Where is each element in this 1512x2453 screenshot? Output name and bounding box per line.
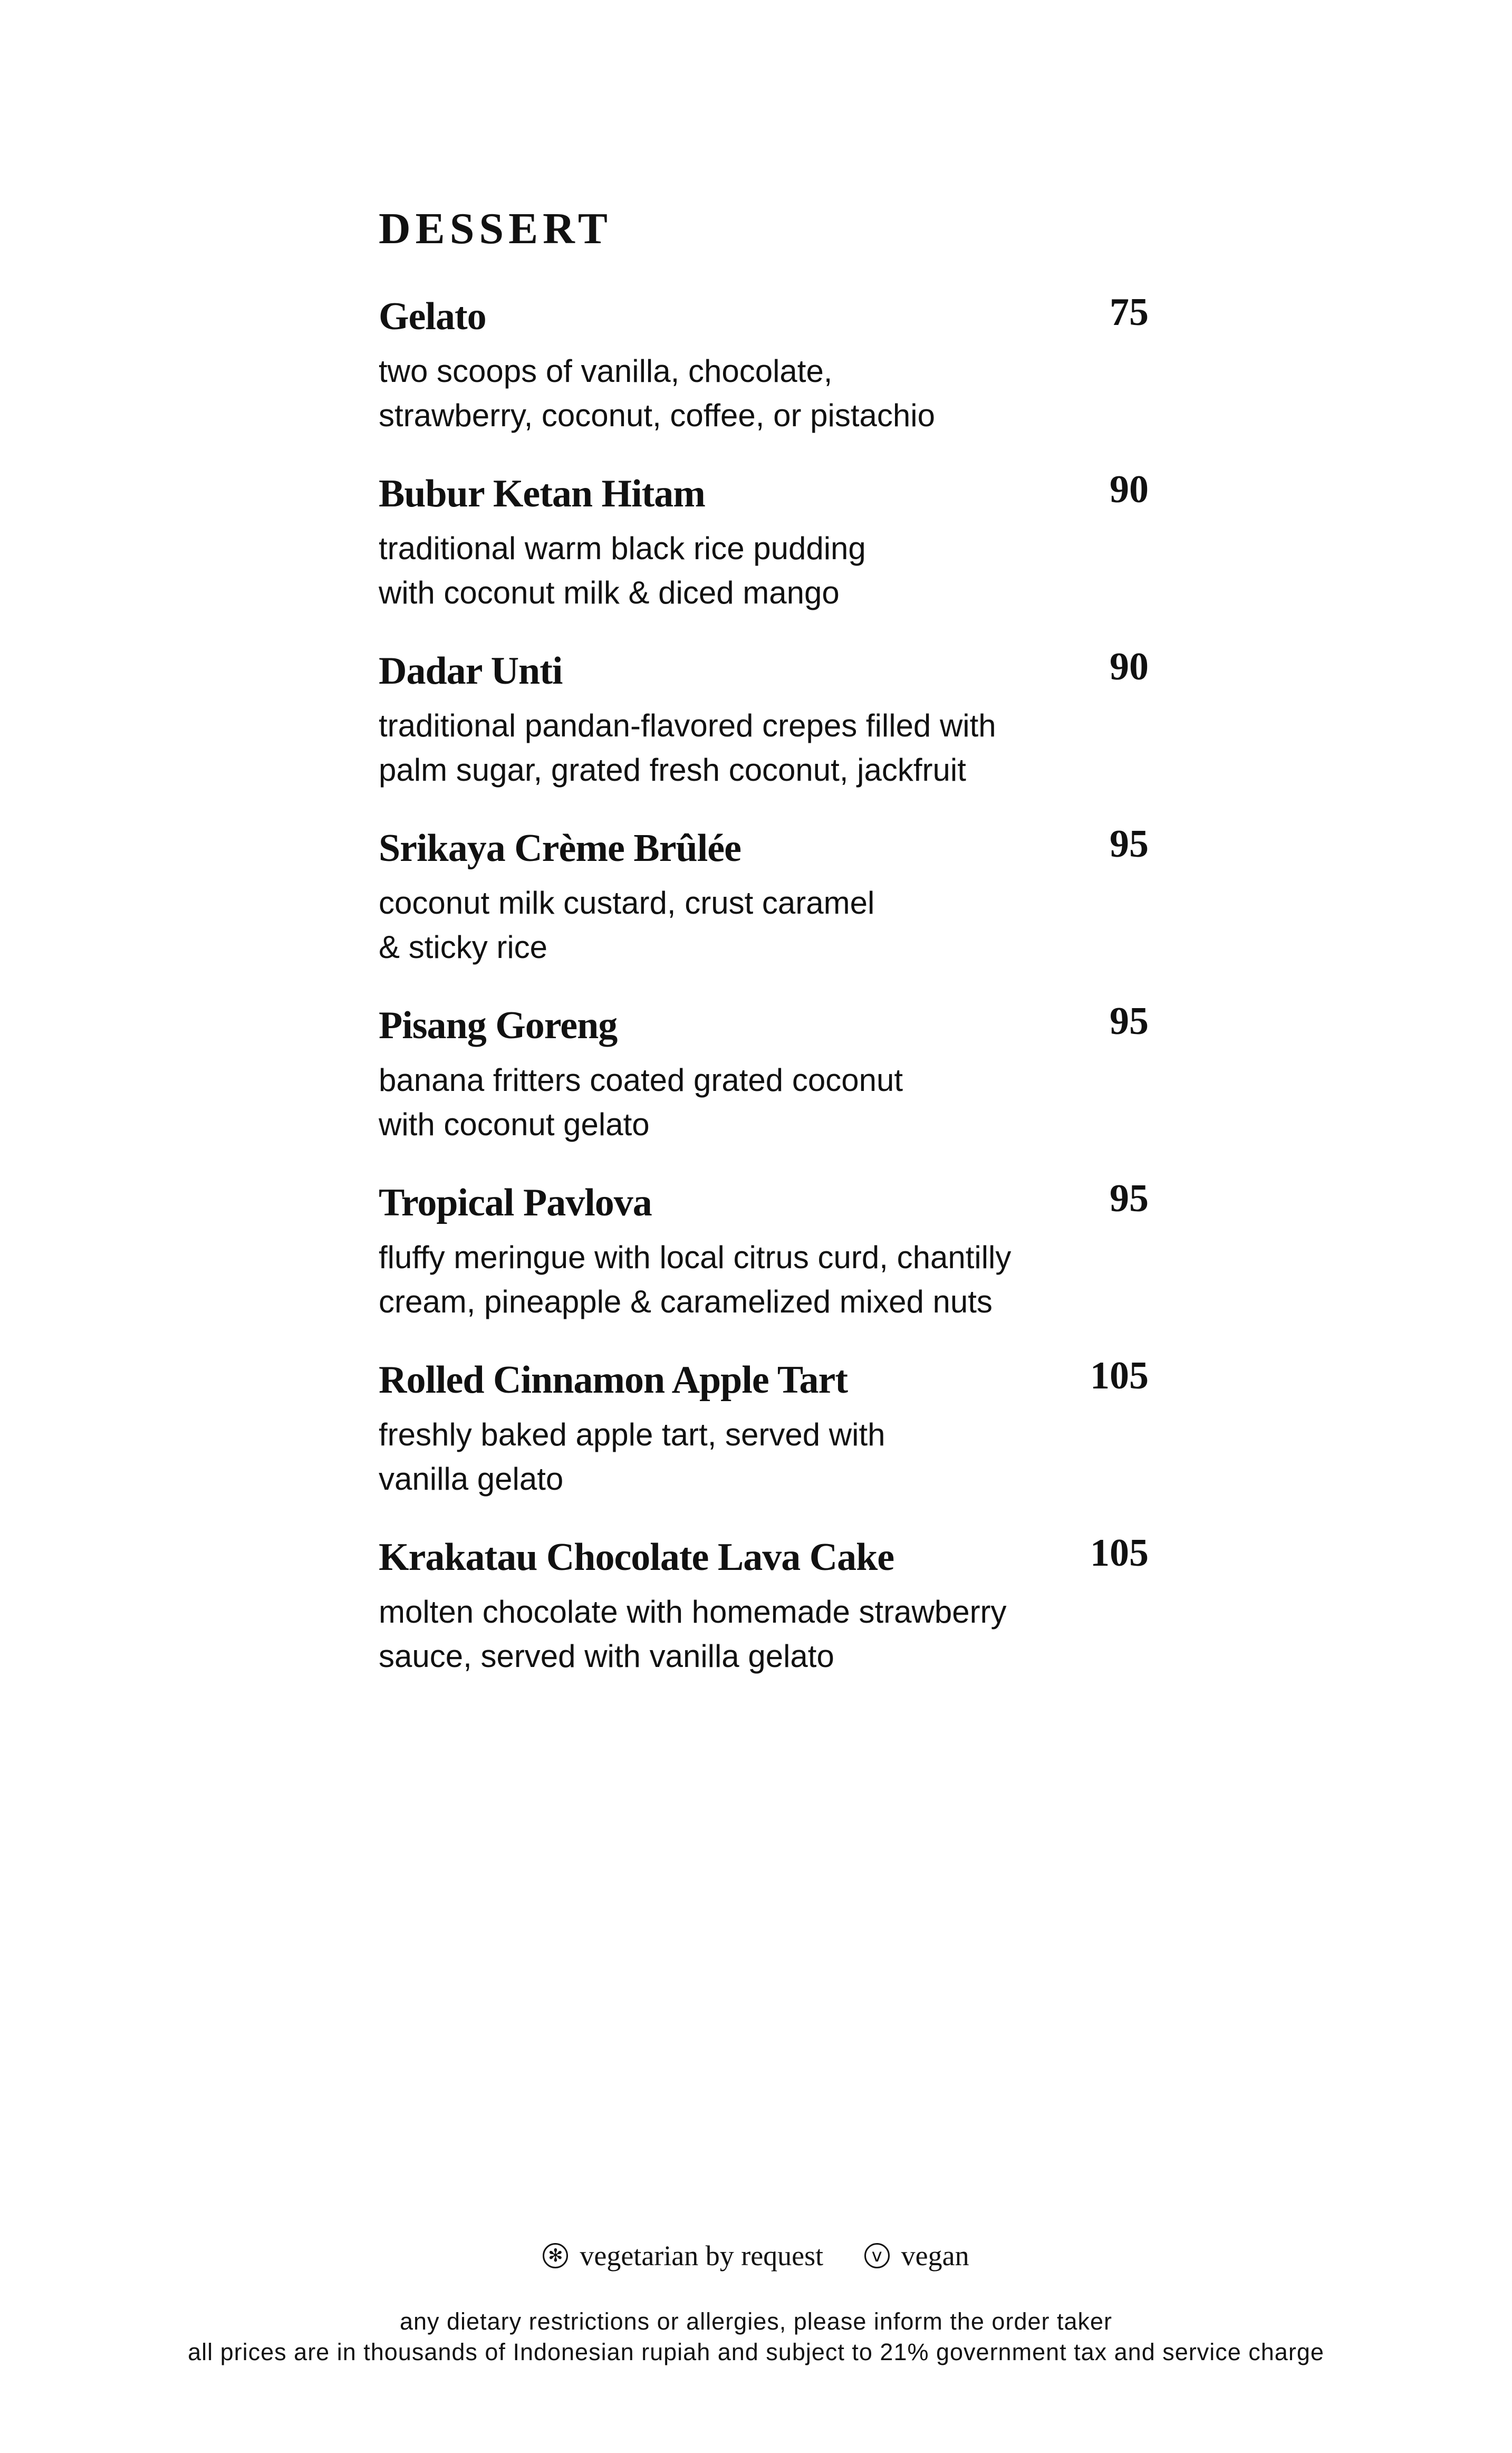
item-name: Dadar Unti <box>379 649 563 693</box>
menu-item <box>379 1000 1149 1182</box>
menu-item <box>379 1354 1149 1536</box>
description-line: freshly baked apple tart, served with <box>379 1417 885 1452</box>
item-price: 105 <box>1090 1354 1149 1397</box>
description-line: two scoops of vanilla, chocolate, <box>379 353 833 389</box>
item-price: 90 <box>1110 645 1149 688</box>
legend-vegetarian-label: vegetarian by request <box>580 2240 824 2272</box>
description-line: banana fritters coated grated coconut <box>379 1062 903 1098</box>
legend-vegan-label: vegan <box>901 2240 969 2272</box>
item-description <box>379 1590 1085 1679</box>
item-description <box>379 349 1085 438</box>
description-line: molten chocolate with homemade strawberry <box>379 1594 1007 1630</box>
item-price: 90 <box>1110 468 1149 511</box>
dietary-legend <box>0 2238 1512 2270</box>
item-price: 95 <box>1110 1177 1149 1220</box>
description-line: traditional pandan-flavored crepes filled with <box>379 708 996 743</box>
item-description <box>379 1235 1085 1324</box>
footer-price-note: all prices are in thousands of Indonesian rupiah and subject to 21% government tax and service charge <box>188 2339 1324 2365</box>
item-description <box>379 526 1085 615</box>
description-line: & sticky rice <box>379 930 548 965</box>
menu-item <box>379 1177 1149 1359</box>
footer-allergy-note: any dietary restrictions or allergies, please inform the order taker <box>399 2308 1113 2335</box>
legend-vegetarian <box>543 2241 823 2270</box>
item-name: Pisang Goreng <box>379 1004 618 1047</box>
description-line: traditional warm black rice pudding <box>379 531 866 566</box>
item-price: 105 <box>1090 1531 1149 1575</box>
menu-item <box>379 822 1149 1004</box>
item-name: Krakatau Chocolate Lava Cake <box>379 1536 894 1579</box>
description-line: cream, pineapple & caramelized mixed nuts <box>379 1284 993 1319</box>
item-name: Gelato <box>379 295 486 338</box>
description-line: vanilla gelato <box>379 1461 564 1497</box>
description-line: palm sugar, grated fresh coconut, jackfruit <box>379 752 966 788</box>
vegan-icon: v <box>864 2243 890 2268</box>
section-title: DESSERT <box>379 204 612 253</box>
menu-item <box>379 468 1149 650</box>
item-description <box>379 1058 1085 1147</box>
description-line: coconut milk custard, crust caramel <box>379 885 875 921</box>
description-line: sauce, served with vanilla gelato <box>379 1638 834 1674</box>
menu-item <box>379 291 1149 473</box>
description-line: strawberry, coconut, coffee, or pistachio <box>379 398 935 433</box>
menu-item <box>379 645 1149 827</box>
item-price: 75 <box>1110 291 1149 334</box>
item-price: 95 <box>1110 822 1149 866</box>
description-line: fluffy meringue with local citrus curd, chantilly <box>379 1240 1012 1275</box>
item-name: Tropical Pavlova <box>379 1181 652 1224</box>
item-price: 95 <box>1110 1000 1149 1043</box>
item-name: Rolled Cinnamon Apple Tart <box>379 1358 848 1402</box>
legend-vegan <box>864 2241 969 2270</box>
vegetarian-icon: ✻ <box>543 2243 568 2268</box>
menu-item <box>379 1531 1149 1713</box>
dessert-menu-list <box>379 291 1149 1713</box>
description-line: with coconut milk & diced mango <box>379 575 840 610</box>
item-description <box>379 881 1085 970</box>
item-description <box>379 704 1085 792</box>
item-description <box>379 1413 1085 1501</box>
description-line: with coconut gelato <box>379 1107 650 1142</box>
item-name: Srikaya Crème Brûlée <box>379 827 741 870</box>
item-name: Bubur Ketan Hitam <box>379 472 705 515</box>
